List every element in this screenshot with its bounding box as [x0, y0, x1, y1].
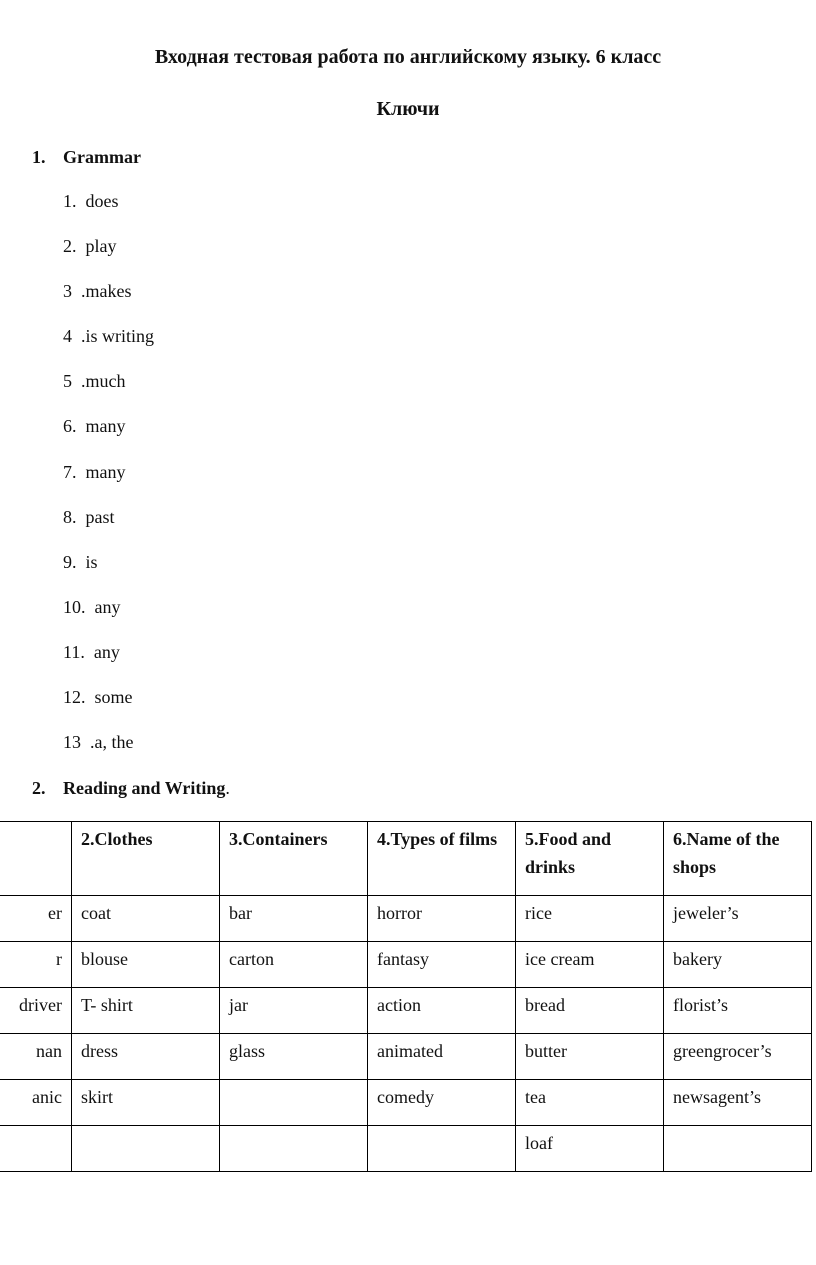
table-cell: skirt — [72, 1080, 220, 1126]
table-cell: bread — [516, 988, 664, 1034]
document-subtitle: Ключи — [376, 98, 440, 120]
table-row — [0, 1034, 812, 1080]
table-row — [0, 896, 812, 942]
table-cell: r — [0, 942, 72, 988]
table-cell: blouse — [72, 942, 220, 988]
table-cell: ice cream — [516, 942, 664, 988]
table-header-cell — [0, 822, 72, 896]
table-row — [0, 1126, 812, 1172]
table-cell: bar — [220, 896, 368, 942]
table-cell: newsagent’s — [664, 1080, 812, 1126]
section-title: Grammar — [63, 147, 141, 167]
table-cell: fantasy — [368, 942, 516, 988]
table-cell — [220, 1126, 368, 1172]
section-number: 1. — [32, 147, 46, 167]
table-row — [0, 988, 812, 1034]
table-cell: butter — [516, 1034, 664, 1080]
table-cell: bakery — [664, 942, 812, 988]
vocabulary-table-wrapper — [0, 821, 812, 1172]
table-cell — [220, 1080, 368, 1126]
table-row — [0, 1080, 812, 1126]
table-cell: nan — [0, 1034, 72, 1080]
document-title: Входная тестовая работа по английскому языку. 6 класс — [154, 46, 662, 68]
section-title-period: . — [225, 778, 230, 798]
table-cell: jeweler’s — [664, 896, 812, 942]
table-cell — [368, 1126, 516, 1172]
list-item: 12. some — [63, 687, 133, 708]
list-item: 6. many — [63, 416, 126, 437]
table-cell: tea — [516, 1080, 664, 1126]
table-header-row — [0, 822, 812, 896]
list-item: 8. past — [63, 506, 115, 527]
table-cell: glass — [220, 1034, 368, 1080]
table-header-cell: 3.Containers — [220, 822, 368, 896]
section-reading-heading — [32, 778, 230, 799]
table-cell — [664, 1126, 812, 1172]
list-item: 10. any — [63, 596, 121, 617]
list-item: 1. does — [63, 191, 119, 211]
table-cell: coat — [72, 896, 220, 942]
table-header-cell: 4.Types of films — [368, 822, 516, 896]
list-item: 2. play — [63, 236, 117, 257]
table-cell: animated — [368, 1034, 516, 1080]
list-item: 5 .much — [63, 371, 126, 392]
table-cell: er — [0, 896, 72, 942]
list-item: 11. any — [63, 641, 120, 662]
list-item: 7. many — [63, 461, 126, 482]
list-item: 3 .makes — [63, 281, 132, 302]
table-cell: anic — [0, 1080, 72, 1126]
section-number: 2. — [32, 778, 46, 798]
list-item: 13 .a, the — [63, 732, 134, 753]
table-cell: dress — [72, 1034, 220, 1080]
grammar-answers-list — [63, 190, 154, 776]
list-item: 9. is — [63, 551, 98, 572]
list-item: 4 .is writing — [63, 326, 155, 347]
table-cell: comedy — [368, 1080, 516, 1126]
table-cell: action — [368, 988, 516, 1034]
table-cell: florist’s — [664, 988, 812, 1034]
vocabulary-table — [0, 821, 812, 1172]
table-cell: jar — [220, 988, 368, 1034]
section-title: Reading and Writing — [63, 778, 226, 798]
table-cell: rice — [516, 896, 664, 942]
table-row — [0, 942, 812, 988]
table-cell: greengrocer’s — [664, 1034, 812, 1080]
table-cell: horror — [368, 896, 516, 942]
table-header-cell: 6.Name of the shops — [664, 822, 812, 896]
table-header-cell: 5.Food and drinks — [516, 822, 664, 896]
section-grammar-heading — [32, 147, 141, 168]
table-cell — [72, 1126, 220, 1172]
table-cell: loaf — [516, 1126, 664, 1172]
table-cell: carton — [220, 942, 368, 988]
table-cell — [0, 1126, 72, 1172]
table-cell: driver — [0, 988, 72, 1034]
table-header-cell: 2.Clothes — [72, 822, 220, 896]
table-cell: T- shirt — [72, 988, 220, 1034]
